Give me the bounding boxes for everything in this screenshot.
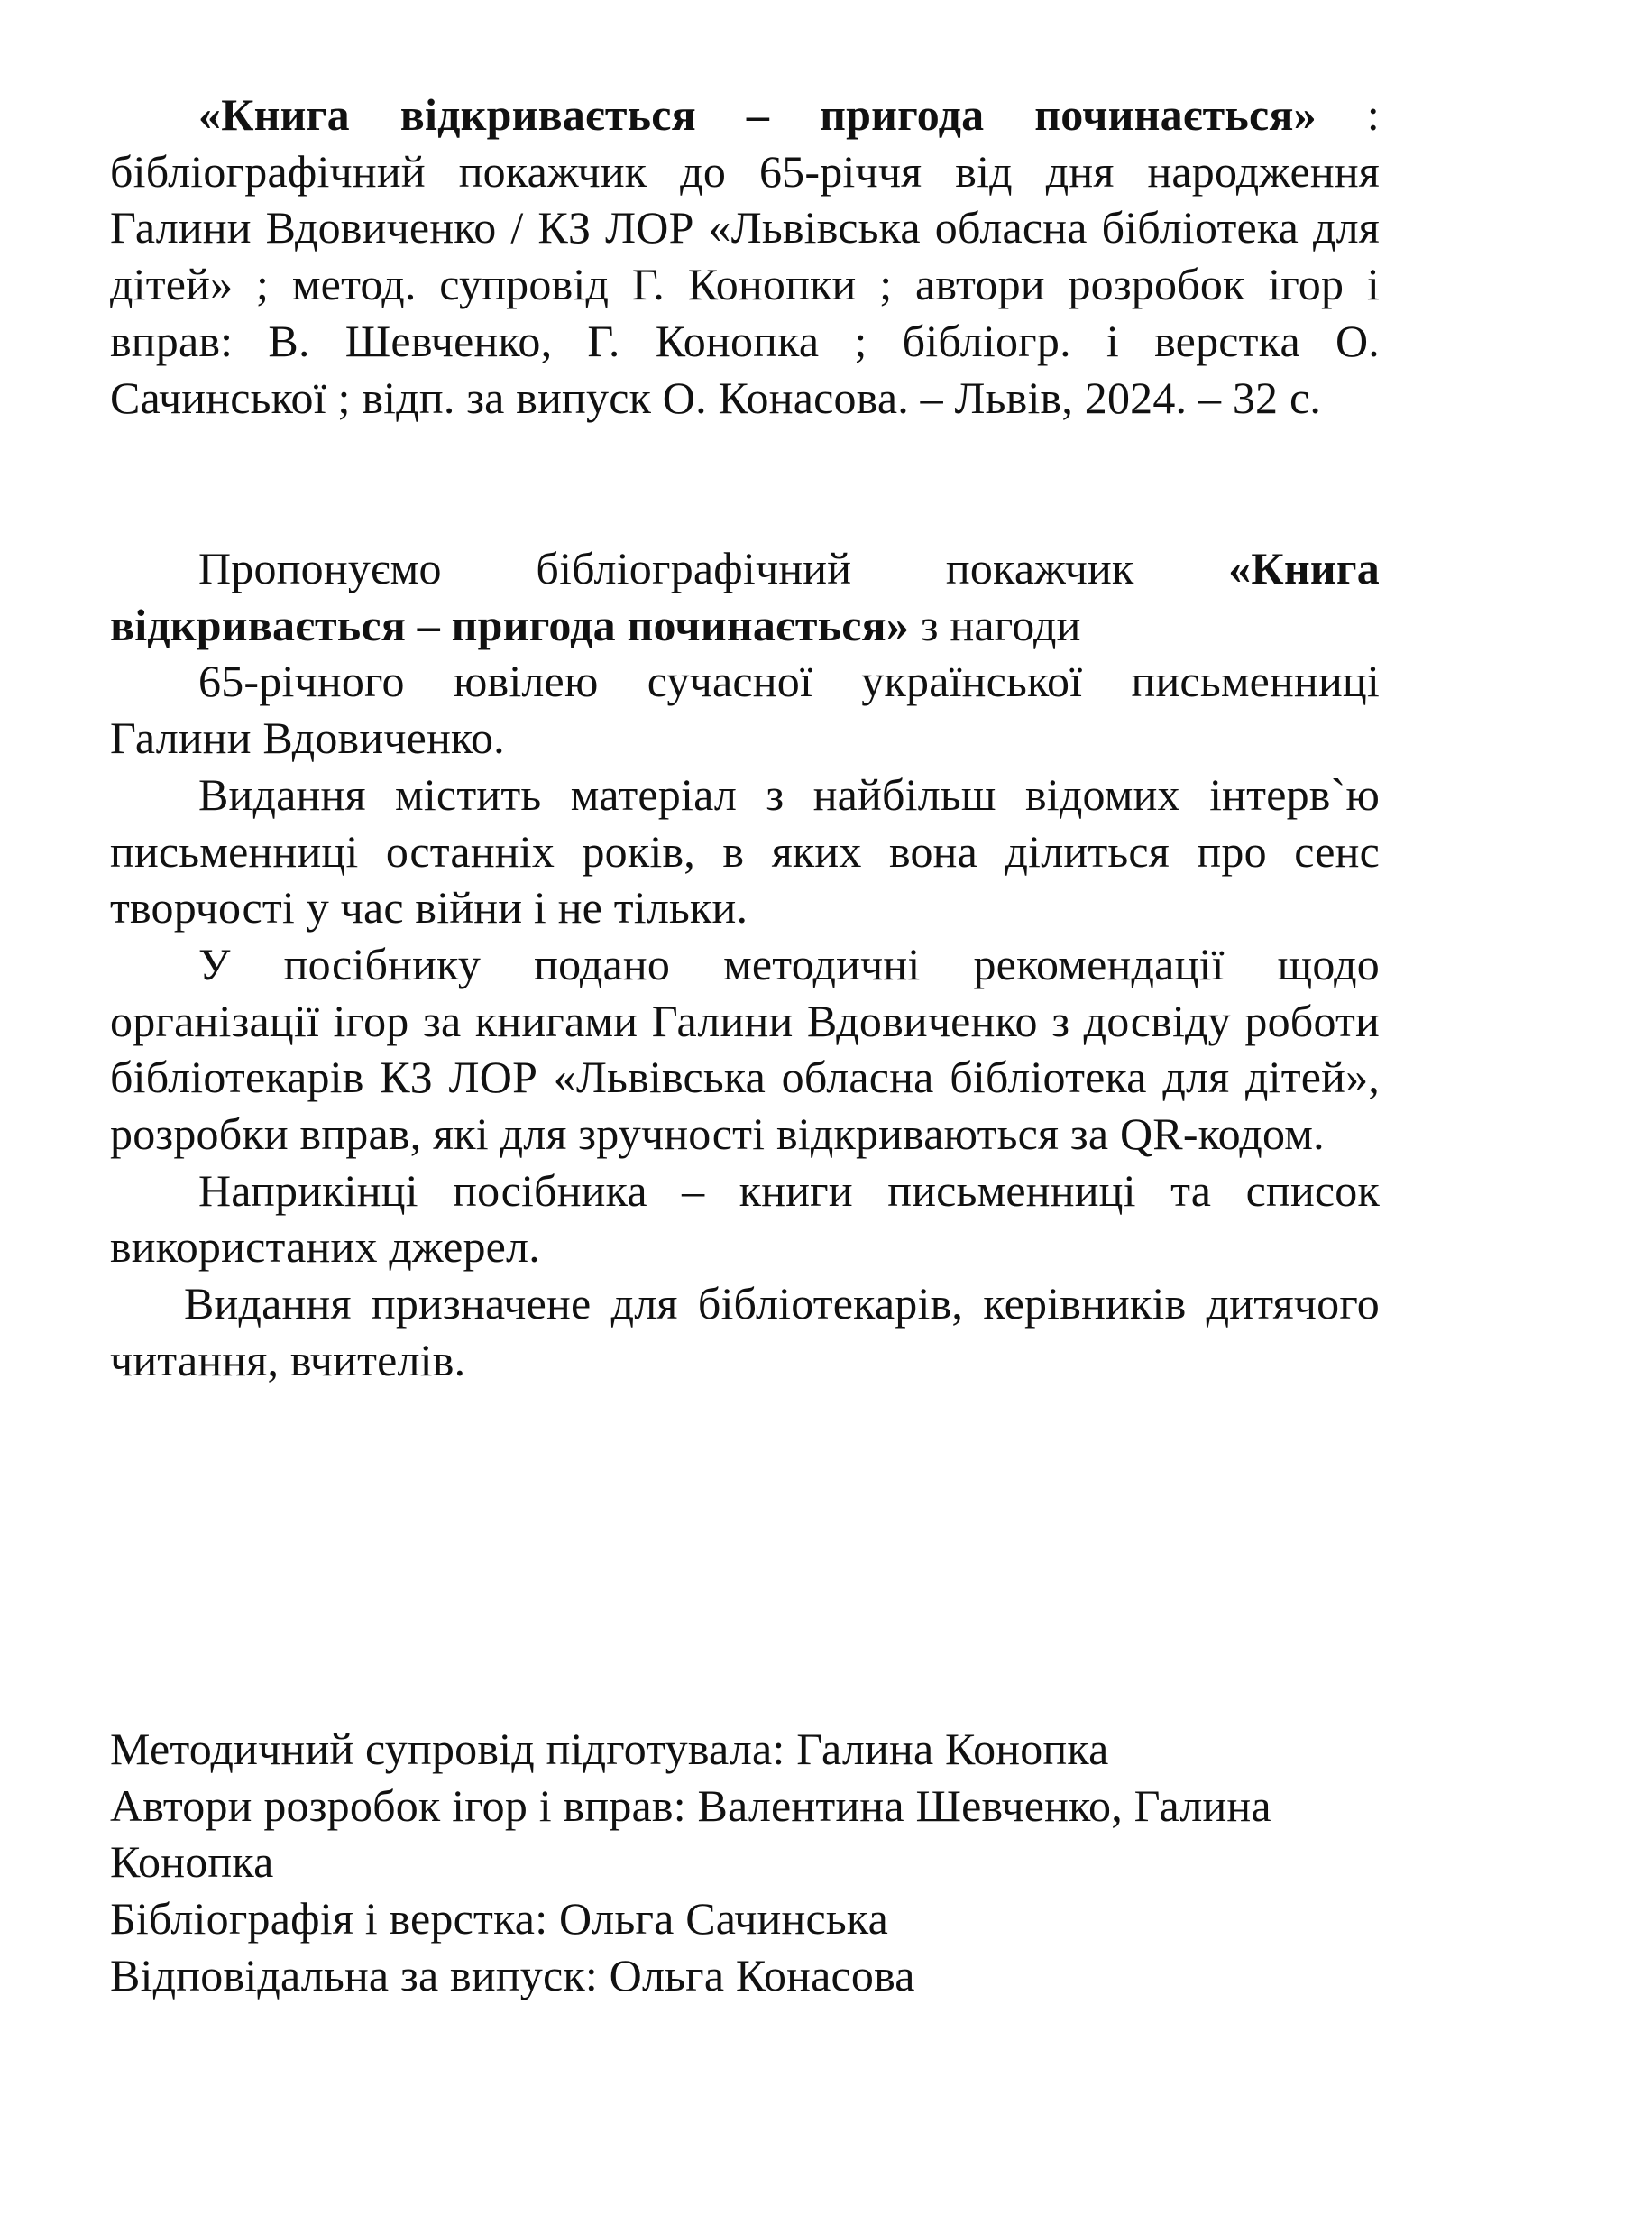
annotation-paragraph — [110, 87, 1380, 426]
appendix-paragraph: Наприкінці посібника – книги письменниці та список використаних джерел. — [110, 1164, 1380, 1273]
audience-paragraph: Видання призначене для бібліотекарів, керівників дитячого читання, вчителів. — [110, 1278, 1380, 1385]
credit-game-authors: Автори розробок ігор і вправ: Валентина Шевченко, Галина Конопка — [110, 1779, 1271, 1888]
intro-lead: Пропонуємо бібліографічний покажчик — [198, 543, 1229, 593]
methods-paragraph: У посібнику подано методичні рекомендації щодо організації ігор за книгами Галини Вдовиченко з досвіду роботи бібліотекарів КЗ ЛОР «Львівська обласна бібліотека для дітей», розробки вправ, які для зручності відкриваються за QR-кодом. — [110, 938, 1380, 1160]
intro-tail-line2: 65-річного ювілею сучасної української письменниці Галини Вдовиченко. — [110, 656, 1380, 764]
credit-responsible-editor: Відповідальна за випуск: Ольга Конасова — [110, 1949, 915, 2000]
introduction-section — [110, 540, 1380, 1389]
bibliographic-annotation — [110, 87, 1380, 426]
annotation-title: «Книга відкривається – пригода починається» — [198, 89, 1317, 140]
intro-book-title: «Книга відкривається – пригода починається» — [110, 543, 1380, 650]
credit-bibliography-layout: Бібліографія і верстка: Ольга Сачинська — [110, 1893, 888, 1945]
intro-paragraph — [110, 540, 1380, 767]
intro-tail-line1: з нагоди — [909, 599, 1081, 650]
credits-section — [110, 1721, 1380, 2004]
annotation-description: : бібліографічний покажчик до 65-річчя від дня народження Галини Вдовиченко / КЗ ЛОР «Львівська обласна бібліотека для дітей» ; метод. супровід Г. Конопки ; автори розробок ігор і вправ: В. Шевченко, Г. Конопка ; бібліогр. і верстка О. Сачинської ; відп. за випуск О. Конасова. – Львів, 2024. – 32 с. — [110, 89, 1380, 423]
credit-methodical-support: Методичний супровід підготувала: Галина Конопка — [110, 1724, 1109, 1774]
contents-paragraph: Видання містить матеріал з найбільш відомих інтерв`ю письменниці останніх років, в яких вона ділиться про сенс творчості у час війни і не тільки. — [110, 768, 1380, 933]
